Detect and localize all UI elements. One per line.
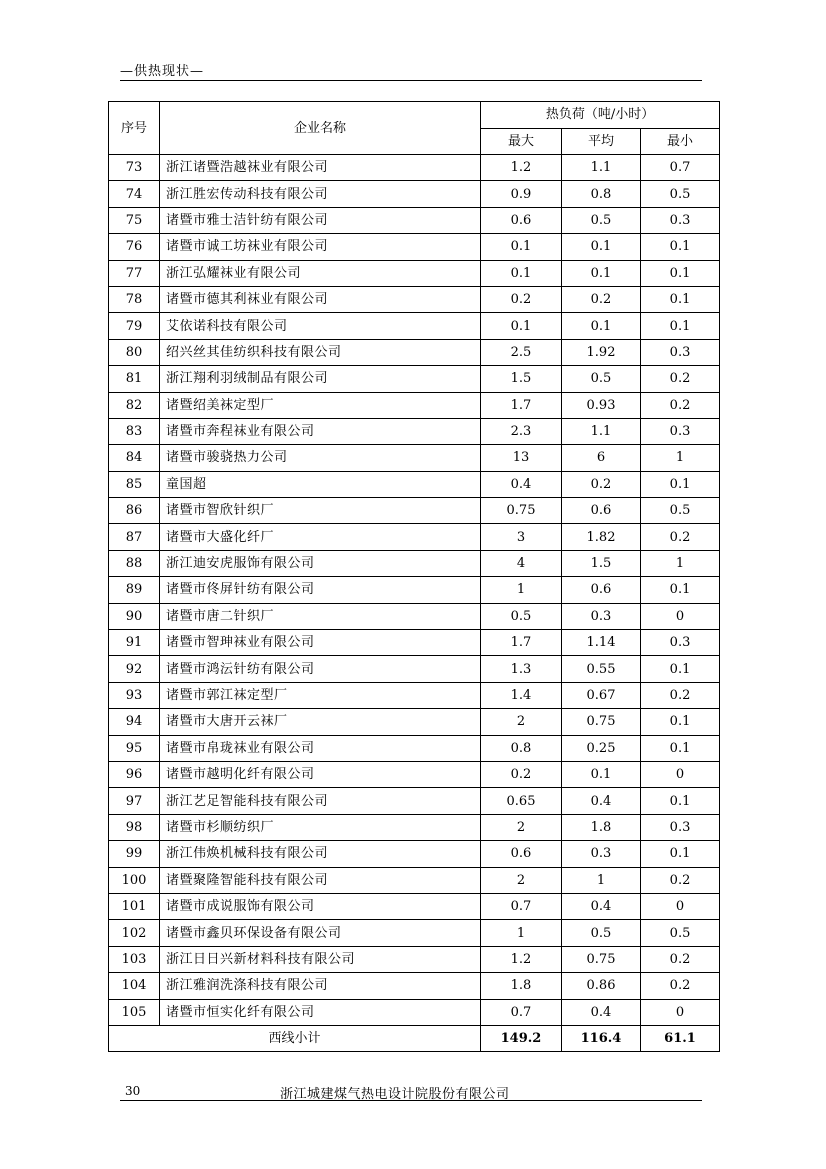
row-avg-load: 1.5 — [562, 550, 641, 576]
header-divider — [120, 80, 702, 81]
row-avg-load: 0.93 — [562, 392, 641, 418]
row-max-load: 2 — [481, 814, 562, 840]
col-name-header: 企业名称 — [160, 102, 481, 155]
row-avg-load: 0.3 — [562, 841, 641, 867]
row-index: 81 — [109, 366, 160, 392]
row-min-load: 0.1 — [641, 788, 720, 814]
row-avg-load: 0.1 — [562, 761, 641, 787]
row-avg-load: 0.75 — [562, 946, 641, 972]
row-avg-load: 0.67 — [562, 682, 641, 708]
row-company-name: 童国超 — [160, 471, 481, 497]
row-max-load: 0.7 — [481, 999, 562, 1025]
row-min-load: 0.1 — [641, 313, 720, 339]
row-min-load: 0.3 — [641, 207, 720, 233]
row-max-load: 0.6 — [481, 207, 562, 233]
row-min-load: 0.2 — [641, 682, 720, 708]
row-max-load: 1.3 — [481, 656, 562, 682]
row-avg-load: 0.25 — [562, 735, 641, 761]
row-avg-load: 1.14 — [562, 630, 641, 656]
row-max-load: 1.8 — [481, 973, 562, 999]
row-avg-load: 0.8 — [562, 181, 641, 207]
row-company-name: 诸暨市唐二针织厂 — [160, 603, 481, 629]
table-row — [109, 207, 720, 233]
col-min-header: 最小 — [641, 128, 720, 155]
row-index: 104 — [109, 973, 160, 999]
row-avg-load: 0.6 — [562, 577, 641, 603]
row-max-load: 1.4 — [481, 682, 562, 708]
row-index: 105 — [109, 999, 160, 1025]
row-company-name: 诸暨市智珅袜业有限公司 — [160, 630, 481, 656]
row-index: 74 — [109, 181, 160, 207]
table-row — [109, 946, 720, 972]
row-avg-load: 1.82 — [562, 524, 641, 550]
row-index: 78 — [109, 286, 160, 312]
row-max-load: 2.3 — [481, 418, 562, 444]
row-company-name: 诸暨市大唐开云袜厂 — [160, 709, 481, 735]
row-company-name: 浙江伟焕机械科技有限公司 — [160, 841, 481, 867]
row-index: 97 — [109, 788, 160, 814]
row-min-load: 0 — [641, 893, 720, 919]
row-min-load: 0.1 — [641, 234, 720, 260]
row-min-load: 0.3 — [641, 418, 720, 444]
row-min-load: 0.2 — [641, 946, 720, 972]
table-row — [109, 761, 720, 787]
row-company-name: 浙江诸暨浩越袜业有限公司 — [160, 155, 481, 181]
row-min-load: 1 — [641, 445, 720, 471]
table-row — [109, 656, 720, 682]
row-company-name: 诸暨市越明化纤有限公司 — [160, 761, 481, 787]
table-row — [109, 418, 720, 444]
subtotal-label: 西线小计 — [109, 1025, 481, 1051]
table-row — [109, 841, 720, 867]
row-max-load: 4 — [481, 550, 562, 576]
row-min-load: 0.2 — [641, 867, 720, 893]
row-avg-load: 0.55 — [562, 656, 641, 682]
row-index: 84 — [109, 445, 160, 471]
table-row — [109, 234, 720, 260]
row-max-load: 1.7 — [481, 630, 562, 656]
table-row — [109, 471, 720, 497]
row-avg-load: 0.5 — [562, 366, 641, 392]
row-max-load: 0.7 — [481, 893, 562, 919]
table-row — [109, 973, 720, 999]
row-avg-load: 0.1 — [562, 234, 641, 260]
row-index: 92 — [109, 656, 160, 682]
row-avg-load: 0.4 — [562, 788, 641, 814]
row-avg-load: 1.1 — [562, 155, 641, 181]
row-avg-load: 1 — [562, 867, 641, 893]
row-index: 79 — [109, 313, 160, 339]
row-avg-load: 0.3 — [562, 603, 641, 629]
table-row — [109, 313, 720, 339]
row-avg-load: 1.92 — [562, 339, 641, 365]
row-index: 103 — [109, 946, 160, 972]
subtotal-min: 61.1 — [641, 1025, 720, 1051]
row-index: 94 — [109, 709, 160, 735]
row-max-load: 2 — [481, 867, 562, 893]
row-company-name: 浙江翔利羽绒制品有限公司 — [160, 366, 481, 392]
row-company-name: 诸暨市德其利袜业有限公司 — [160, 286, 481, 312]
table-row — [109, 392, 720, 418]
row-company-name: 绍兴丝其佳纺织科技有限公司 — [160, 339, 481, 365]
row-avg-load: 0.6 — [562, 498, 641, 524]
row-index: 82 — [109, 392, 160, 418]
row-company-name: 诸暨市郭江袜定型厂 — [160, 682, 481, 708]
row-company-name: 浙江迪安虎服饰有限公司 — [160, 550, 481, 576]
row-max-load: 0.9 — [481, 181, 562, 207]
col-heat-load-header: 热负荷（吨/小时） — [481, 102, 720, 129]
row-max-load: 3 — [481, 524, 562, 550]
row-max-load: 0.65 — [481, 788, 562, 814]
row-index: 93 — [109, 682, 160, 708]
row-index: 102 — [109, 920, 160, 946]
table-row — [109, 339, 720, 365]
row-min-load: 0.7 — [641, 155, 720, 181]
table-row — [109, 445, 720, 471]
row-company-name: 浙江弘耀袜业有限公司 — [160, 260, 481, 286]
row-min-load: 0.2 — [641, 524, 720, 550]
row-min-load: 0.1 — [641, 286, 720, 312]
row-max-load: 0.4 — [481, 471, 562, 497]
row-min-load: 0.2 — [641, 392, 720, 418]
row-avg-load: 0.2 — [562, 286, 641, 312]
table-row — [109, 630, 720, 656]
row-avg-load: 0.1 — [562, 260, 641, 286]
row-max-load: 0.2 — [481, 761, 562, 787]
row-min-load: 0.1 — [641, 260, 720, 286]
row-max-load: 1 — [481, 920, 562, 946]
row-company-name: 诸暨市鸿沄针纺有限公司 — [160, 656, 481, 682]
row-company-name: 诸暨市骏骁热力公司 — [160, 445, 481, 471]
table-body — [109, 155, 720, 1026]
row-index: 98 — [109, 814, 160, 840]
row-company-name: 浙江艺足智能科技有限公司 — [160, 788, 481, 814]
row-min-load: 0.1 — [641, 735, 720, 761]
row-max-load: 2.5 — [481, 339, 562, 365]
row-max-load: 1.5 — [481, 366, 562, 392]
row-index: 76 — [109, 234, 160, 260]
col-index-header: 序号 — [109, 102, 160, 155]
table-row — [109, 709, 720, 735]
row-min-load: 0.1 — [641, 656, 720, 682]
table-row — [109, 603, 720, 629]
row-company-name: 诸暨市佟屏针纺有限公司 — [160, 577, 481, 603]
row-avg-load: 0.4 — [562, 893, 641, 919]
row-max-load: 0.6 — [481, 841, 562, 867]
row-company-name: 诸暨聚隆智能科技有限公司 — [160, 867, 481, 893]
row-index: 91 — [109, 630, 160, 656]
col-avg-header: 平均 — [562, 128, 641, 155]
row-max-load: 1.7 — [481, 392, 562, 418]
row-min-load: 0.5 — [641, 920, 720, 946]
table-header-row — [109, 102, 720, 129]
row-avg-load: 0.2 — [562, 471, 641, 497]
table-row — [109, 366, 720, 392]
row-avg-load: 6 — [562, 445, 641, 471]
row-company-name: 诸暨市奔程袜业有限公司 — [160, 418, 481, 444]
row-min-load: 0.3 — [641, 339, 720, 365]
row-index: 96 — [109, 761, 160, 787]
row-min-load: 0.3 — [641, 814, 720, 840]
col-max-header: 最大 — [481, 128, 562, 155]
row-company-name: 浙江日日兴新材料科技有限公司 — [160, 946, 481, 972]
row-avg-load: 1.1 — [562, 418, 641, 444]
row-avg-load: 0.1 — [562, 313, 641, 339]
heat-load-table — [108, 101, 720, 1052]
row-min-load: 0.1 — [641, 577, 720, 603]
row-company-name: 艾依诺科技有限公司 — [160, 313, 481, 339]
row-company-name: 诸暨市恒实化纤有限公司 — [160, 999, 481, 1025]
row-index: 77 — [109, 260, 160, 286]
row-min-load: 0.1 — [641, 471, 720, 497]
row-company-name: 诸暨市帛珑袜业有限公司 — [160, 735, 481, 761]
row-index: 100 — [109, 867, 160, 893]
row-index: 88 — [109, 550, 160, 576]
table-row — [109, 524, 720, 550]
row-min-load: 0.1 — [641, 709, 720, 735]
row-index: 85 — [109, 471, 160, 497]
table-row — [109, 920, 720, 946]
row-max-load: 0.8 — [481, 735, 562, 761]
row-min-load: 0.5 — [641, 181, 720, 207]
table-row — [109, 867, 720, 893]
row-company-name: 诸暨市雅士洁针纺有限公司 — [160, 207, 481, 233]
row-index: 90 — [109, 603, 160, 629]
row-index: 80 — [109, 339, 160, 365]
row-min-load: 0 — [641, 999, 720, 1025]
row-min-load: 0.5 — [641, 498, 720, 524]
row-avg-load: 0.75 — [562, 709, 641, 735]
row-min-load: 0 — [641, 603, 720, 629]
row-max-load: 0.2 — [481, 286, 562, 312]
row-avg-load: 0.5 — [562, 920, 641, 946]
table-row — [109, 181, 720, 207]
table-row — [109, 260, 720, 286]
row-min-load: 0.2 — [641, 366, 720, 392]
section-header: —供热现状— — [120, 64, 205, 79]
row-company-name: 诸暨市杉顺纺织厂 — [160, 814, 481, 840]
row-min-load: 0.3 — [641, 630, 720, 656]
table-row — [109, 682, 720, 708]
row-min-load: 0 — [641, 761, 720, 787]
subtotal-avg: 116.4 — [562, 1025, 641, 1051]
row-avg-load: 0.4 — [562, 999, 641, 1025]
row-index: 89 — [109, 577, 160, 603]
row-index: 86 — [109, 498, 160, 524]
row-min-load: 1 — [641, 550, 720, 576]
table-row — [109, 577, 720, 603]
table-row — [109, 286, 720, 312]
table-row — [109, 814, 720, 840]
row-index: 99 — [109, 841, 160, 867]
table-row — [109, 893, 720, 919]
row-max-load: 1 — [481, 577, 562, 603]
row-company-name: 诸暨市智欣针织厂 — [160, 498, 481, 524]
table-row — [109, 550, 720, 576]
row-max-load: 2 — [481, 709, 562, 735]
row-company-name: 诸暨市大盛化纤厂 — [160, 524, 481, 550]
table-row — [109, 735, 720, 761]
table-row — [109, 788, 720, 814]
row-index: 87 — [109, 524, 160, 550]
row-company-name: 浙江雅润洗涤科技有限公司 — [160, 973, 481, 999]
row-max-load: 1.2 — [481, 155, 562, 181]
table-row — [109, 999, 720, 1025]
row-avg-load: 0.86 — [562, 973, 641, 999]
row-max-load: 13 — [481, 445, 562, 471]
row-company-name: 诸暨市成说服饰有限公司 — [160, 893, 481, 919]
row-max-load: 0.1 — [481, 234, 562, 260]
page-number: 30 — [125, 1084, 141, 1098]
row-index: 101 — [109, 893, 160, 919]
row-company-name: 诸暨市鑫贝环保设备有限公司 — [160, 920, 481, 946]
row-avg-load: 1.8 — [562, 814, 641, 840]
row-index: 95 — [109, 735, 160, 761]
row-min-load: 0.2 — [641, 973, 720, 999]
subtotal-row — [109, 1025, 720, 1051]
row-max-load: 0.1 — [481, 260, 562, 286]
row-avg-load: 0.5 — [562, 207, 641, 233]
row-index: 73 — [109, 155, 160, 181]
row-max-load: 0.5 — [481, 603, 562, 629]
table-row — [109, 498, 720, 524]
row-company-name: 浙江胜宏传动科技有限公司 — [160, 181, 481, 207]
row-max-load: 0.1 — [481, 313, 562, 339]
footer-divider — [120, 1100, 702, 1101]
table-row — [109, 155, 720, 181]
row-company-name: 诸暨绍美袜定型厂 — [160, 392, 481, 418]
subtotal-max: 149.2 — [481, 1025, 562, 1051]
row-company-name: 诸暨市诚工坊袜业有限公司 — [160, 234, 481, 260]
row-index: 75 — [109, 207, 160, 233]
row-max-load: 1.2 — [481, 946, 562, 972]
row-index: 83 — [109, 418, 160, 444]
row-max-load: 0.75 — [481, 498, 562, 524]
footer-company-name: 浙江城建煤气热电设计院股份有限公司 — [280, 1087, 510, 1102]
row-min-load: 0.1 — [641, 841, 720, 867]
